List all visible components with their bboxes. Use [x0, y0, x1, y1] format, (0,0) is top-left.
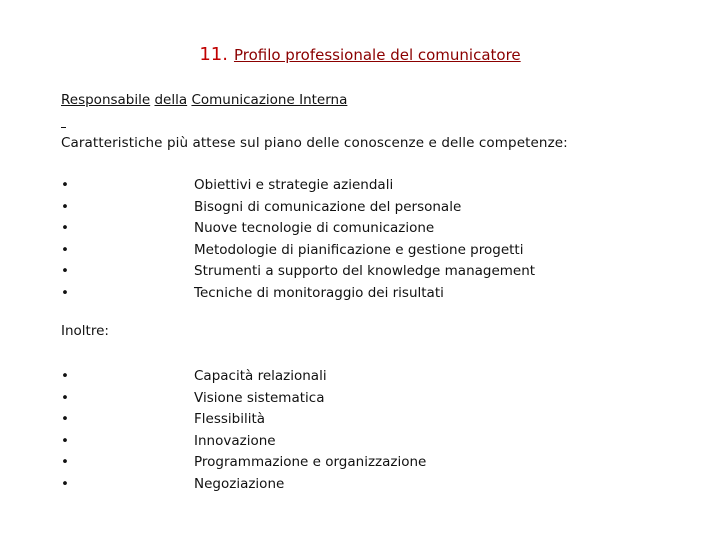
list-item-text: Innovazione — [194, 432, 276, 449]
bullet-icon: • — [61, 368, 69, 384]
list-item-text: Strumenti a supporto del knowledge management — [194, 263, 536, 279]
role-word-3: Comunicazione Interna — [191, 92, 348, 108]
bullet-icon: • — [61, 389, 69, 406]
list-item-text: Visione sistematica — [194, 389, 325, 406]
role-word-1: Responsabile — [61, 92, 151, 108]
list-item-text: Capacità relazionali — [194, 368, 327, 384]
bullet-icon: • — [61, 220, 69, 236]
bullet-icon: • — [61, 177, 69, 193]
role-word-2: della — [154, 92, 188, 108]
dash-mark — [61, 127, 66, 128]
inoltre-label: Inoltre: — [61, 323, 109, 339]
list-item-text: Obiettivi e strategie aziendali — [194, 177, 394, 193]
bullet-icon: • — [61, 284, 69, 301]
list-item-text: Tecniche di monitoraggio dei risultati — [194, 284, 444, 301]
bullet-icon: • — [61, 411, 69, 427]
bullet-icon: • — [61, 241, 69, 258]
bullet-icon: • — [61, 454, 69, 470]
slide-number: 11. — [199, 44, 228, 65]
bullet-icon: • — [61, 198, 69, 215]
bullet-icon: • — [61, 263, 69, 279]
role-heading — [61, 92, 347, 108]
list-item-text: Negoziazione — [194, 475, 285, 492]
list-item-text: Flessibilità — [194, 411, 266, 427]
list-item-text: Programmazione e organizzazione — [194, 454, 427, 470]
bullet-icon: • — [61, 475, 69, 492]
intro-text: Caratteristiche più attese sul piano delle conoscenze e delle competenze: — [61, 135, 568, 151]
list-item-text: Bisogni di comunicazione del personale — [194, 198, 462, 215]
bullet-icon: • — [61, 432, 69, 449]
slide-title-text: Profilo professionale del comunicatore — [233, 46, 521, 64]
slide-title — [0, 44, 720, 65]
list-item-text: Metodologie di pianificazione e gestione progetti — [194, 241, 524, 258]
list-item-text: Nuove tecnologie di comunicazione — [194, 220, 435, 236]
